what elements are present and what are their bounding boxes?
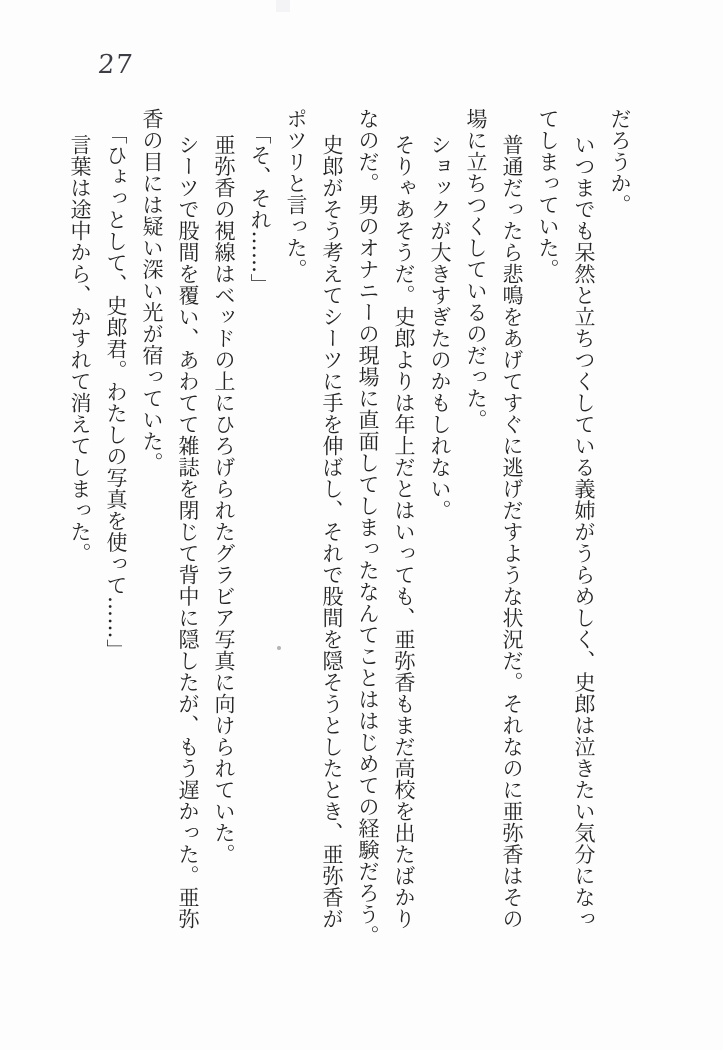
text-line: だろうか。	[608, 108, 632, 216]
print-speck	[277, 646, 281, 650]
vertical-text-block	[62, 108, 638, 960]
text-line: 場に立ちつくしているのだった。	[464, 108, 488, 431]
text-line: 「そ、それ……」	[248, 123, 272, 295]
text-line: ポツリと言った。	[284, 108, 308, 280]
text-line: 「ひょっとして、史郎君。わたしの写真を使って……」	[104, 123, 128, 661]
text-line: いつまでも呆然と立ちつくしている義姉がうらめしく、史郎は泣きたい気分になっ	[572, 134, 596, 930]
text-line: 香の目には疑い深い光が宿っていた。	[140, 108, 164, 474]
text-line: ショックが大きすぎたのかもしれない。	[428, 134, 452, 521]
text-line: てしまっていた。	[536, 108, 560, 280]
text-line: 亜弥香の視線はベッドの上にひろげられたグラビア写真に向けられていた。	[212, 134, 236, 865]
text-line: 史郎がそう考えてシーツに手を伸ばし、それで股間を隠そうとしたとき、亜弥香が	[320, 134, 344, 930]
page-number: 27	[96, 50, 135, 80]
text-line: シーツで股間を覆い、あわてて雑誌を閉じて背中に隠したが、もう遅かった。亜弥	[176, 134, 200, 930]
text-line: そりゃあそうだ。史郎よりは年上だとはいっても、亜弥香もまだ高校を出たばかり	[392, 134, 416, 930]
text-line: 言葉は途中から、かすれて消えてしまった。	[68, 134, 92, 564]
text-line: 普通だったら悲鳴をあげてすぐに逃げだすような状況だ。それなのに亜弥香はその	[500, 134, 524, 930]
scan-smudge	[276, 0, 290, 12]
text-line: なのだ。男のオナニーの現場に直面してしまったなんてことははじめての経験だろう。	[356, 108, 380, 947]
